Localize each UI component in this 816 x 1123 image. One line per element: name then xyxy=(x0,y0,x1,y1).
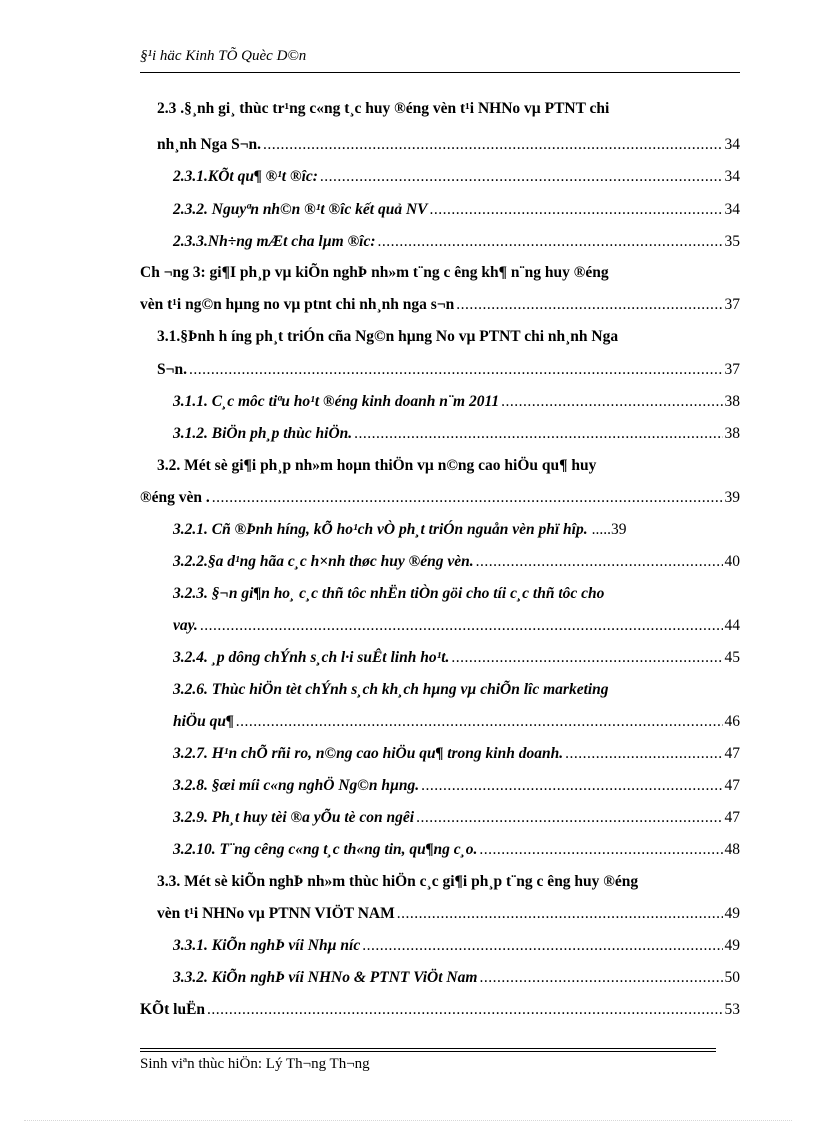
toc-page-number: 34 xyxy=(724,168,740,185)
toc-page-number: 47 xyxy=(724,809,740,826)
toc-page-number: 35 xyxy=(724,233,740,250)
toc-entry xyxy=(173,168,740,192)
toc-leader xyxy=(565,745,722,763)
toc-entry xyxy=(173,393,740,417)
toc-page-number: 53 xyxy=(724,1001,740,1018)
toc-entry xyxy=(173,937,740,961)
toc-page-number: 48 xyxy=(724,841,740,858)
toc-leader xyxy=(416,809,722,827)
toc-entry-text: KÕt luËn xyxy=(140,1001,206,1018)
toc-leader xyxy=(320,168,723,186)
toc-leader xyxy=(378,233,723,251)
toc-leader xyxy=(421,777,722,795)
toc-entry-text: 3.2.8. §æi míi c«ng nghÖ Ng©n hµng. xyxy=(173,777,420,794)
toc-page-number: 39 xyxy=(724,489,740,506)
toc-page-number: 38 xyxy=(724,425,740,442)
toc-leader xyxy=(212,489,723,507)
toc-page-number: 49 xyxy=(724,905,740,922)
toc-leader xyxy=(236,713,723,731)
toc-page-number: 40 xyxy=(724,553,740,570)
toc-entry-text: S¬n. xyxy=(157,361,187,378)
toc-entry xyxy=(173,585,740,609)
toc-entry-text: 3.2.7. H¹n chÕ rñi ro, n©ng cao hiÖu qu¶ trong kinh doanh. xyxy=(173,745,564,762)
toc-leader xyxy=(354,425,722,443)
toc-leader xyxy=(200,617,723,635)
toc-leader xyxy=(456,296,722,314)
toc-entry xyxy=(173,201,740,225)
page-header xyxy=(140,48,740,72)
toc-entry xyxy=(140,1001,740,1025)
toc-entry xyxy=(173,617,740,641)
toc-entry-text: 3.3.1. KiÕn nghÞ víi Nhµ níc xyxy=(173,937,361,954)
toc-entry xyxy=(173,553,740,577)
toc-leader xyxy=(476,553,723,571)
toc-entry-text: 3.2.3. §¬n gi¶n ho¸ c¸c thñ tôc nhËn tiÒn göi cho tíi c¸c thñ tôc cho xyxy=(173,585,605,602)
page-footer: Sinh viªn thùc hiÖn: Lý Th¬ng Th¬ng xyxy=(140,1056,370,1072)
toc-page-number: 49 xyxy=(724,937,740,954)
toc-entry xyxy=(157,136,740,160)
toc-entry xyxy=(140,296,740,320)
toc-entry xyxy=(173,233,740,257)
toc-entry xyxy=(173,809,740,833)
toc-entry-text: 3.2.2.§a d¹ng hãa c¸c h×nh thøc huy ®éng vèn. xyxy=(173,553,474,570)
toc-entry xyxy=(173,713,740,737)
toc-entry-text: 2.3.3.Nh÷ng mÆt cha lµm ®îc: xyxy=(173,233,376,250)
toc-entry xyxy=(140,489,740,513)
toc-page-number: 47 xyxy=(724,777,740,794)
toc-entry-text: vèn t¹i ng©n hµng no vµ ptnt chi nh¸nh nga s¬n xyxy=(140,296,455,313)
toc-entry-text: ®éng vèn . xyxy=(140,489,210,506)
header-rule xyxy=(140,72,740,73)
toc-entry-text: 3.1.1. C¸c môc tiªu ho¹t ®éng kinh doanh n¨m 2011 xyxy=(173,393,500,410)
toc-entry-text: 3.2.6. Thùc hiÖn tèt chÝnh s¸ch kh¸ch hµng vµ chiÕn lîc marketing xyxy=(173,681,609,698)
toc-entry-text: 3.2.4. ¸p dông chÝnh s¸ch l·i suÊt linh ho¹t. xyxy=(173,649,450,666)
toc-page-number: 37 xyxy=(724,296,740,313)
toc-entry-text: hiÖu qu¶ xyxy=(173,713,234,730)
toc-leader xyxy=(263,136,722,154)
toc-page-number: 47 xyxy=(724,745,740,762)
toc-page-number: 46 xyxy=(724,713,740,730)
toc-entry xyxy=(173,777,740,801)
toc-entry-text: 3.2.9. Ph¸t huy tèi ®a yÕu tè con ngêi xyxy=(173,809,415,826)
toc-entry xyxy=(173,425,740,449)
toc-page-number: .....39 xyxy=(591,521,627,538)
toc-entry-text: 3.2.1. Cñ ®Þnh híng, kÕ ho¹ch vÒ ph¸t triÓn nguån vèn phï hîp. xyxy=(173,521,588,538)
toc-page-number: 45 xyxy=(724,649,740,666)
toc-page-number: 44 xyxy=(724,617,740,634)
toc-entry-text: 3.1.2. BiÖn ph¸p thùc hiÖn. xyxy=(173,425,353,442)
toc-leader xyxy=(501,393,722,411)
toc-entry xyxy=(157,361,740,385)
toc-leader xyxy=(397,905,723,923)
toc-page-number: 34 xyxy=(724,136,740,153)
toc-entry-text: 2.3.1.KÕt qu¶ ®¹t ®îc: xyxy=(173,168,318,185)
toc-entry-text: vèn t¹i NHNo vµ PTNN VIÖT NAM xyxy=(157,905,395,922)
toc-page-number: 34 xyxy=(724,201,740,218)
toc-leader xyxy=(362,937,722,955)
toc-entry xyxy=(157,905,740,929)
toc-page-number: 37 xyxy=(724,361,740,378)
toc-leader xyxy=(479,841,722,859)
toc-entry xyxy=(140,264,740,288)
toc-leader xyxy=(479,969,722,987)
toc-entry-text: 2.3 .§¸nh gi¸ thùc tr¹ng c«ng t¸c huy ®éng vèn t¹i NHNo vµ PTNT chi xyxy=(157,100,610,117)
page-edge xyxy=(24,1120,792,1121)
footer-rule xyxy=(140,1051,716,1052)
toc-entry-text: 3.3.2. KiÕn nghÞ víi NHNo & PTNT ViÖt Nam xyxy=(173,969,478,986)
toc-entry xyxy=(157,873,740,897)
toc-entry xyxy=(173,841,740,865)
header-title: §¹i häc Kinh TÕ Quèc D©n xyxy=(140,48,307,64)
toc-entry xyxy=(173,681,740,705)
toc-entry xyxy=(173,649,740,673)
toc-entry-text: 3.2. Mét sè gi¶i ph¸p nh»m hoµn thiÖn vµ n©ng cao hiÖu qu¶ huy xyxy=(157,457,597,474)
toc-entry-text: nh¸nh Nga S¬n. xyxy=(157,136,262,153)
toc-entry-text: 3.1.§Þnh h íng ph¸t triÓn cña Ng©n hµng No vµ PTNT chi nh¸nh Nga xyxy=(157,328,619,345)
toc-leader xyxy=(207,1001,722,1019)
toc-entry xyxy=(173,969,740,993)
toc-entry-text: 3.3. Mét sè kiÕn nghÞ nh»m thùc hiÖn c¸c gi¶i ph¸p t¨ng c êng huy ®éng xyxy=(157,873,639,890)
toc-entry-text: Ch ¬ng 3: gi¶I ph¸p vµ kiÕn nghÞ nh»m t¨ng c êng kh¶ n¨ng huy ®éng xyxy=(140,264,609,281)
footer-rule xyxy=(140,1048,716,1049)
toc-entry-text: 2.3.2. Nguyªn nh©n ®¹t ®îc kết quả NV xyxy=(173,201,428,218)
toc-entry xyxy=(157,457,740,481)
toc-page-number: 38 xyxy=(724,393,740,410)
toc-entry-text: 3.2.10. T¨ng cêng c«ng t¸c th«ng tin, qu¶ng c¸o. xyxy=(173,841,478,858)
toc-entry-text: vay. xyxy=(173,617,198,634)
toc-page-number: 50 xyxy=(724,969,740,986)
toc-entry xyxy=(157,100,740,124)
toc-leader xyxy=(451,649,722,667)
toc-entry xyxy=(173,521,740,545)
toc-entry xyxy=(157,328,740,352)
toc-leader xyxy=(430,201,723,219)
toc-leader xyxy=(189,361,723,379)
toc-entry xyxy=(173,745,740,769)
